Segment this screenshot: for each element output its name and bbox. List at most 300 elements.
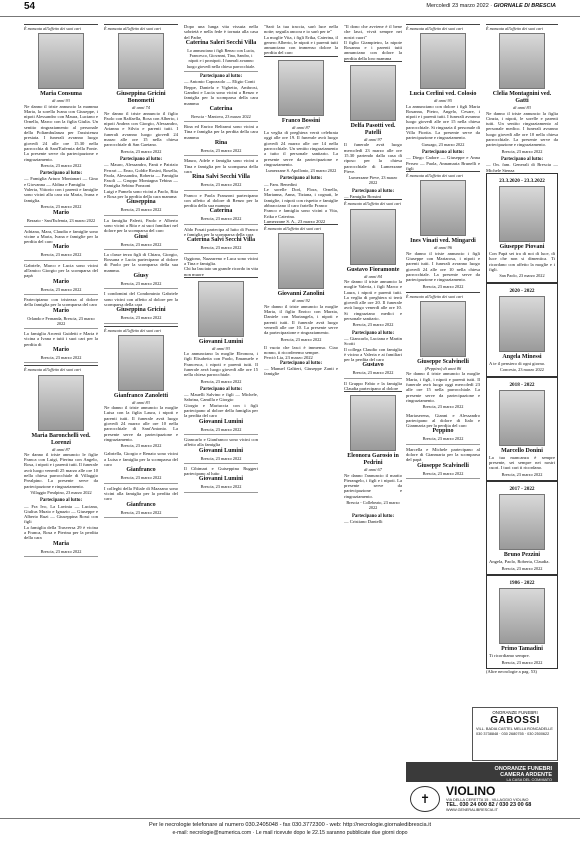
condolence-block xyxy=(184,74,258,85)
deceased-age: di anni 96 xyxy=(434,245,452,251)
condolence-text: (Altre necrologie a pag. 53) xyxy=(486,668,537,674)
condolence-block xyxy=(24,525,98,541)
notice-text: La annunciano con dolore i figli Maria Rosanna, Pietro, Angelo, Cesare, i nipoti e i parenti tutti. I funerali avranno luogo giovedì alle ore 15 nella chiesa parrocchiale. Si ringrazia il personale di Villa Fiorita. La presente serve da partecipazione e ringraziamento. xyxy=(406,103,480,141)
ad-casa-line1: ONORANZE FUNEBRI xyxy=(494,766,552,772)
condolence-block xyxy=(104,486,178,502)
condolence-text: Gabriella, Giorgio e Renato sono vicini a Luisa e famiglia per la scomparsa del caro xyxy=(104,451,178,468)
deceased-age: di anni 97 xyxy=(364,137,382,143)
condolence-signature xyxy=(184,106,258,122)
column-7 xyxy=(486,24,558,704)
condolence-date: Lo annunciano i figli Renzo con Lucia, Francesco, Giovanni, Tina, Sandro, i nipoti e i pronipoti. I funerali avranno luogo giovedì nella chiesa parrocchiale. xyxy=(186,47,256,69)
condolence-signature xyxy=(184,140,258,156)
ad-violino xyxy=(406,782,558,814)
divider xyxy=(184,463,258,464)
portrait-photo xyxy=(350,209,396,265)
anniversary-place: Brescia, 23 marzo 2022 xyxy=(501,471,543,477)
divider xyxy=(104,323,178,324)
notice-place-date: Brescia, 23 marzo 2022 xyxy=(200,378,242,384)
portrait-photo xyxy=(499,588,545,644)
anniversary-text: A te il pensiero di ogni giorno. xyxy=(489,360,546,366)
condolence-text: — Cristiano Dantelli xyxy=(344,518,383,524)
notice-text: Ne danno il triste annuncio il figlio Paolo con Raffaella, Rosa con Alberto, i nipoti Andrea con Giorgio, Alessandro, Arianna e Silvia e parenti tutti. I funerali avranno luogo giovedì 24 marzo alle ore 15 nella chiesa parrocchiale di San Gaetano. xyxy=(104,110,178,148)
condolence-title: Partecipano al lutto: xyxy=(39,171,83,177)
notice-tagline: È mancata all'affetto dei suoi cari xyxy=(24,26,82,31)
portrait-photo xyxy=(118,33,164,89)
condolence-name: Rina Salvi Secchi Villa xyxy=(192,174,250,181)
condolence-date: Brescia, 23 marzo 2022 xyxy=(120,281,162,287)
portrait-photo xyxy=(420,301,466,357)
condolence-date: Brescia, 23 marzo 2022 xyxy=(200,216,242,222)
condolence-text: Perciò Lia, 23 marzo 2022 xyxy=(264,355,313,361)
obituary-notice xyxy=(264,56,338,174)
condolence-name: Mario xyxy=(53,278,69,285)
condolence-text: — Famiglia Bossini xyxy=(344,194,382,200)
deceased-name: Delfa Pasotti ved. Patelli xyxy=(350,123,396,137)
condolence-block xyxy=(184,85,258,106)
notice-place-date: Gussago, 23 marzo 2022 xyxy=(421,141,465,147)
anniversary-place: Brescia, 23 marzo 2022 xyxy=(501,659,543,665)
anniversary-place: San Paolo, 23 marzo 2022 xyxy=(499,273,545,279)
condolence-text: Il Gruppo Fabio e la famiglia Claudia partecipano al dolore xyxy=(344,380,402,391)
divider xyxy=(184,71,258,72)
portrait-photo xyxy=(198,281,244,337)
deceased-name: Giuseppe Scalvinelli xyxy=(417,359,469,366)
condolence-name: Mario xyxy=(53,244,69,251)
masthead: GIORNALE DI BRESCIA xyxy=(493,3,556,9)
anniversary-notice xyxy=(486,377,558,481)
condolence-date: Brescia, 23 marzo 2022 xyxy=(120,475,162,481)
divider xyxy=(104,288,178,289)
condolence-block xyxy=(184,403,258,419)
notice-text: Ne danno il triste annuncio i figli Giuseppe con Mariarosa, i nipoti e parenti tutti. I funerali avranno luogo giovedì 24 alle ore 10 nella chiesa parrocchiale. La presente serve da partecipazione e ringraziamento. xyxy=(406,250,480,283)
condolence-text: — Mauro, Alessandro, Fanti e Patrizio Ferrari — Enzo, Goldie Rosini, Rosella, Paola, Alessandra, Roberta — Famiglia Fasoli — Gruppo Montagna Tebina — Famiglia Sebino Ponzoni xyxy=(104,162,178,189)
condolence-name: Peppino xyxy=(432,428,454,435)
divider xyxy=(406,444,480,445)
divider xyxy=(184,253,258,254)
anniversary-notice xyxy=(486,283,558,377)
condolence-block xyxy=(24,187,98,209)
condolence-date: Brescia, 23 marzo 2022 xyxy=(200,426,242,432)
condolence-name: Caterina xyxy=(209,105,233,112)
divider xyxy=(24,260,98,261)
condolence-block xyxy=(184,227,258,238)
condolence-signature xyxy=(104,199,178,215)
condolence-text: Il Cibimari e Guiseppina Ruggeri partecipano al lutto xyxy=(184,465,258,477)
condolence-block xyxy=(486,157,558,173)
notice-tagline: È mancato all'affetto dei suoi cari xyxy=(406,293,464,299)
divider xyxy=(24,362,98,363)
condolence-text: La famiglia Arcenti Guidetti e Maria è vicina a Ivana e tutti i suoi cari per la perdita di xyxy=(24,331,98,347)
condolence-date: Brescia, 23 marzo 2022 xyxy=(352,370,394,376)
condolence-text: "Il dono che avviene è il bene che lasci, vivrà sempre nei nostri cuori" xyxy=(344,24,402,40)
condolence-text: — On. fam. Generali di Brescia — Michele Stenza xyxy=(486,162,558,173)
notice-text: Ne danno il triste annuncio la moglie Maria, il figlio Enrico con Marzia, Daniele con Mariangela, i nipoti e parenti tutti. Il funerale avrà luogo venerdì alle ore 10. La presente serve da partecipazione e ringraziamento. xyxy=(264,303,338,336)
notice-tagline: È mancata all'affetto dei suoi cari xyxy=(104,26,162,31)
ad-gabossi-name: GABOSSI xyxy=(490,715,540,726)
anniversary-name: Marcello Donini xyxy=(501,447,543,454)
obituary-notice xyxy=(406,24,480,147)
ad-gabossi-phones: 030 3738848 · 030 2680755 · 030 2500622 xyxy=(476,732,550,736)
condolence-title: Partecipano al lutto: xyxy=(279,360,323,366)
condolence-block xyxy=(184,193,258,209)
condolence-block xyxy=(104,451,178,467)
condolence-date: Brescia, 23 marzo 2022 xyxy=(120,509,162,515)
condolence-name: Mario xyxy=(53,346,69,353)
condolence-name: Giovanni Lumini xyxy=(198,418,244,425)
deceased-age: di anni 84 xyxy=(364,273,382,279)
condolence-signature xyxy=(24,347,98,363)
condolence-signature xyxy=(24,541,98,557)
condolence-block xyxy=(24,297,98,308)
condolence-date: Brescia, 23 marzo 2022 xyxy=(422,470,464,476)
condolence-text: Il collega Claudio con famiglia è vicino a Valeria e ai familiari per la perdita del caro xyxy=(344,346,402,363)
condolence-signature xyxy=(104,307,178,323)
notice-text: Ne danno il triste annuncio la moglie Luisa con la figlia Laura, i nipoti e parenti tutti. Il funerale avrà luogo giovedì 24 marzo alle ore 10 nella parrocchiale di Sant'Antonio. La presente serve da partecipazione e ringraziamento. xyxy=(104,405,178,442)
deceased-age: (Peppino) di anni 86 xyxy=(424,366,462,372)
condolence-name: Caterina Salvi Secchi Villa xyxy=(186,237,256,244)
condolence-text: I colleghi della Filiale di Mazzano sono vicini alla famiglia per la perdita del caro xyxy=(104,485,178,502)
obituary-notice xyxy=(406,292,480,410)
condolence-block xyxy=(104,157,178,189)
divider xyxy=(184,155,258,156)
condolence-place: Brescia, 23 marzo 2022 xyxy=(40,203,82,209)
condolence-block xyxy=(184,466,258,477)
ad-violino-web: WWW.GENERALIBRESCIA.IT xyxy=(446,808,498,812)
condolence-block xyxy=(344,514,402,525)
notice-place-date: Brescia, 23 marzo 2022 xyxy=(422,283,464,289)
obituary-notice xyxy=(264,224,338,342)
deceased-age: di anni 92 xyxy=(292,298,310,304)
portrait-photo xyxy=(499,390,545,446)
condolence-signature xyxy=(104,467,178,483)
notice-text: Ne danno il triste annuncio la moglie Valeria, i figli Marco e Laura, i nipoti e parenti tutti. La veglia di preghiera si terrà giovedì alle ore 20. Il funerale avrà luogo venerdì alle ore 10. Si ringraziano medici e personale sanitario. xyxy=(344,278,402,322)
column-2 xyxy=(104,24,178,814)
notice-place-date: Lumezzane S. Apollonio, 23 marzo 2022 xyxy=(265,168,337,174)
portrait-photo xyxy=(278,233,324,289)
deceased-name: Maria Baronchelli ved. Lorenzi xyxy=(31,432,91,446)
condolence-date: Brescia, 23 marzo 2022 xyxy=(200,182,242,188)
condolence-title: Partecipano al lutto: xyxy=(119,156,163,162)
notice-tagline: È mancata all'affetto dei suoi cari xyxy=(24,367,82,373)
condolence-signature xyxy=(184,208,258,224)
condolence-text: Aldo Fosati partecipa al lutto di Franco e famiglia per la scomparsa della cara xyxy=(184,226,258,238)
condolence-block xyxy=(344,40,402,61)
condolence-title: Partecipano al lutto: xyxy=(199,74,243,80)
ad-casa-line3: LA CASA DEL COMMIATO xyxy=(506,778,552,782)
notice-place-date: Lumezzane Pieve, 23 marzo 2022 xyxy=(348,175,398,186)
deceased-age: di anni 93 xyxy=(212,345,230,351)
condolence-name: Giuseppina Gricini xyxy=(116,307,166,314)
divider xyxy=(104,215,178,216)
page-footer xyxy=(0,818,580,843)
notice-tagline: È mancata all'affetto dei suoi cari xyxy=(406,26,464,31)
condolence-name: Gustavo xyxy=(362,362,384,369)
deceased-name: Franco Bossini xyxy=(281,117,321,124)
divider xyxy=(24,226,98,227)
condolence-block xyxy=(344,347,402,363)
condolence-title: Partecipano al lutto: xyxy=(351,513,395,519)
ad-gabossi xyxy=(472,707,558,761)
divider xyxy=(184,190,258,191)
deceased-name: Giovanni Zanolini xyxy=(277,291,325,298)
condolence-text: — Diego Cadore — Giuseppe e Anna Perseo — Paola, Annamaria Brunelli e figli xyxy=(406,155,480,171)
obituary-notice xyxy=(344,391,402,510)
condolence-text: Gabriele, Marco e Lucia sono vicini all'amico Giorgio per la scomparsa del papà xyxy=(24,262,98,279)
anniversary-name: Giuseppe Piovani xyxy=(499,244,545,251)
condolence-block xyxy=(406,413,480,429)
notice-place-date: Brescia, 23 marzo 2022 xyxy=(422,404,464,410)
condolence-text: — Mauelli Salvino e figli — Michele, Sabrina, Camilla e Giorgio xyxy=(184,392,258,403)
condolence-date: Orlando e Fernanda, Brescia, 23 marzo 2022 xyxy=(27,315,95,326)
column-5 xyxy=(344,24,402,814)
condolence-block xyxy=(104,218,178,234)
divider xyxy=(24,328,98,329)
divider xyxy=(104,483,178,484)
deceased-age: di anni 93 xyxy=(52,98,70,104)
notice-tagline: È mancato all'affetto dei suoi cari xyxy=(264,226,322,232)
ad-gabossi-line1: ONORANZE FUNEBRI xyxy=(492,710,538,715)
portrait-photo xyxy=(499,186,545,242)
condolence-date: Brescia, 23 marzo 2022 xyxy=(40,548,82,554)
condolence-text: Mauro, Adele e famiglia sono vicini a Tina e famiglia per la scomparsa della cara xyxy=(184,158,258,174)
deceased-name: Lucia Cerlini ved. Colosio xyxy=(409,91,477,98)
column-6 xyxy=(406,24,480,704)
ad-gabossi-address: VILL. BADIA CASTEL MELLA RONCADELLE xyxy=(476,727,553,731)
anniversary-notice xyxy=(486,575,558,669)
deceased-name: Gianfranco Zanoletti xyxy=(113,392,169,399)
divider xyxy=(104,249,178,250)
condolence-text: Dopo una lunga vita vissuta nella sobrietà e nella fede è tornata alla casa del Padre xyxy=(184,24,258,40)
condolence-block xyxy=(24,171,98,187)
notice-place-date: Brescia, 23 marzo 2022 xyxy=(120,148,162,154)
column-3 xyxy=(184,24,258,814)
portrait-photo xyxy=(499,33,545,89)
condolence-text: Franco e famiglia sono vicini a Vita, Erika e Caterina. xyxy=(264,208,338,219)
condolence-text: Adriana, Mara, Claudia e famiglie sono vicine a Maria, Ivana e famiglie per la perdita del caro xyxy=(24,228,98,245)
notice-tagline: È mancata all'affetto dei suoi cari xyxy=(406,173,464,179)
condolence-block xyxy=(24,229,98,245)
condolence-block xyxy=(184,387,258,403)
portrait-photo xyxy=(278,60,324,116)
obituary-notice xyxy=(344,61,402,186)
obituary-notice xyxy=(24,24,98,168)
condolence-name: Giuseppe Scalvinelli xyxy=(417,462,469,469)
column-1 xyxy=(24,24,98,814)
condolence-text: Giorgio e Mariuccia con i figli partecipano al dolore della famiglia per la perdita del caro xyxy=(184,402,258,419)
condolence-text: Mariaserena, Gianni e Alessandro partecipano al dolore di Italo e Gianmaria per la perdita del caro xyxy=(406,412,480,429)
condolence-signature xyxy=(344,362,402,378)
deceased-age: di anni 87 xyxy=(52,446,70,452)
condolence-block xyxy=(24,263,98,279)
notice-text: Lo annunciano la moglie Eleonora, i figli Elisabetta con Paolo, Emanuele e Francesca, i nipoti e parenti tutti. Il funerale avrà luogo giovedì alle ore 15 nella chiesa parrocchiale. xyxy=(184,351,258,378)
notice-tagline: È mancato all'affetto dei suoi cari xyxy=(344,201,402,207)
notice-text: Il funerale avrà luogo mercoledì 23 marzo alle ore 15.30 partendo dalla casa di riposo per la chiesa parrocchiale di Lumezzane Pieve. xyxy=(344,142,402,174)
condolence-signature xyxy=(184,448,258,464)
deceased-name: Giovanni Lumini xyxy=(198,338,244,345)
condolence-date: Brescia - Mantova, 23 marzo 2022 xyxy=(191,113,251,119)
condolence-date: Brescia, 23 marzo 2022 xyxy=(40,286,82,292)
obituary-notice xyxy=(486,24,558,154)
condolence-block xyxy=(184,24,258,40)
condolence-name: Gianfranco xyxy=(126,467,156,474)
condolence-block xyxy=(406,150,480,171)
condolence-name: Mario xyxy=(53,210,69,217)
divider xyxy=(184,434,258,435)
condolence-text: La moglie Vita, i figli Erika, Caterina, il genero Alberto, le nipoti e i parenti tutti annunciano con immenso dolore la perdita del caro xyxy=(264,34,338,56)
page-number: 54 xyxy=(24,1,36,12)
anniversary-text: Con Papà sei tra di noi di luce, di luce che non si dimentica. Ti ricordano con affetto la moglie e i figli. xyxy=(489,251,555,273)
notice-place-date: Brescia, 23 marzo 2022 xyxy=(40,162,82,168)
deceased-age: di anni 95 xyxy=(434,98,452,104)
anniversary-place: Brescia, 23 marzo 2022 xyxy=(501,565,543,571)
portrait-photo xyxy=(499,296,545,352)
condolence-name: Mario xyxy=(53,307,69,314)
divider xyxy=(184,224,258,225)
notice-text: Ne danno il triste annuncio la figlia Cinzia, i nipoti, le sorelle e parenti tutti. Un sentito ringraziamento al personale medico. I funerali avranno luogo giovedì alle ore 10 nella chiesa parrocchiale. La presente serve da partecipazione e ringraziamento. xyxy=(486,110,558,148)
condolence-date: Brescia, 23 marzo 2022 xyxy=(40,354,82,360)
condolence-text: Franco e Paola Franzoni partecipano con affetto al dolore di Renzo per la perdita della sua mamma xyxy=(184,192,258,209)
condolence-signature xyxy=(104,234,178,250)
condolence-text: Rina ed Enrico Beltrami sono vicini a Tina e famiglia per la perdita della cara mamma xyxy=(184,124,258,140)
condolence-block xyxy=(184,437,258,448)
condolence-signature xyxy=(184,419,258,435)
condolence-block xyxy=(486,669,558,674)
condolence-text: Marcella e Michele partecipano al dolore di Gianmaria per la scomparsa del papà xyxy=(406,446,480,463)
condolence-title: Partecipano al lutto: xyxy=(351,330,395,336)
notice-place-date: Brescia, 23 marzo 2022 xyxy=(280,336,322,342)
condolence-date: Bezzato - Sant'Eufemia, 23 marzo 2022 xyxy=(26,218,96,224)
condolence-name: Maria xyxy=(53,540,69,547)
condolence-name: Giovanni Lumini xyxy=(198,447,244,454)
portrait-photo xyxy=(499,494,545,550)
condolence-block xyxy=(184,124,258,140)
anniversary-text: Angela, Paolo, Roberta, Claudia. xyxy=(489,559,550,565)
condolence-date: Brescia, 23 marzo 2022 xyxy=(422,436,464,442)
condolence-text: "Sarò la tua traccia, sarò luce nella notte; seguila ancora e io sarò per te" xyxy=(264,24,338,35)
deceased-name: Giuseppina Gricini Bonometti xyxy=(116,91,166,105)
divider xyxy=(24,556,98,557)
notice-text: Ne danno il triste annuncio le figlie Franca con Luigi, Pierina con Angelo, Rosa, i nipoti e i parenti tutti. Il funerale avrà luogo venerdì 25 marzo alle ore 10 nella chiesa parrocchiale di Villaggio Prealpino. La presente serve da partecipazione e ringraziamento. xyxy=(24,451,98,489)
condolence-signature xyxy=(184,174,258,190)
condolence-text: I condomini del Condominio Gabriele sono vicini con affetto al dolore per la scomparsa della cara xyxy=(104,291,178,307)
column-4 xyxy=(264,24,338,814)
condolence-block xyxy=(264,24,338,35)
obituary-notice xyxy=(184,277,258,384)
notice-text: La veglia di preghiera verrà celebrata oggi alle ore 19. Il funerale avrà luogo giovedì 24 marzo alle ore 14 nella parrocchiale. Un sentito ringraziamento a tutto il personale sanitario. La presente serve da partecipazione e ringraziamento. xyxy=(264,130,338,167)
condolence-name: Caterina Saleri Secchi Villa xyxy=(185,39,257,46)
obituary-notice xyxy=(406,171,480,289)
condolence-block xyxy=(344,331,402,347)
condolence-text: — Fra Ivo, La Lavinia — Luciana, Giulius Muzio e Ignazio — Giuseppe e Alberto Ruzi — Giuseppina Rossi con figli xyxy=(24,503,98,525)
condolence-block xyxy=(104,291,178,307)
divider xyxy=(406,478,480,479)
condolence-title: Partecipano al lutto: xyxy=(279,176,323,182)
condolence-text: La classe terza figli di Chiara, Giorgio, Rossana e Lucia partecipano al dolore di Paolo per la scomparsa della sua mamma. xyxy=(104,251,178,273)
anniversary-date: 2017 - 2022 xyxy=(509,486,535,493)
notice-place-date: Brescia, 23 marzo 2022 xyxy=(501,148,543,154)
condolence-title: Partecipano al lutto: xyxy=(351,188,395,194)
obituary-notice xyxy=(24,365,98,495)
condolence-text: Beppe, Daniela e Vighetto, Ambrosi, Gandini e Lucia sono vicini a Renzo e famiglia per la scomparsa della cara mamma xyxy=(184,84,258,106)
anniversary-name: Primo Tamadini xyxy=(501,646,543,653)
portrait-photo xyxy=(420,33,466,89)
anniversary-date: 23.3.2020 - 23.3.2022 xyxy=(499,177,545,184)
deceased-name: Clelia Montagnini ved. Gatti xyxy=(492,91,552,105)
condolence-block xyxy=(264,35,338,56)
condolence-block xyxy=(344,381,402,392)
anniversary-name: Bruno Pezzini xyxy=(503,552,541,559)
condolence-text: — Fam. Benedini xyxy=(264,181,297,187)
deceased-age: di anni 67 xyxy=(364,467,382,473)
notice-place-date: Villaggio Prealpino, 23 marzo 2022 xyxy=(30,489,92,495)
condolence-name: Gianfranco xyxy=(126,501,156,508)
condolence-date: Brescia, 23 marzo 2022 xyxy=(200,245,242,251)
anniversary-text: Ti ricordiamo sempre. xyxy=(489,653,530,659)
condolence-text: — Antonio Capozzolo — Eligio Conti xyxy=(184,79,255,85)
ad-violino-phones: TEL. 030 24 000 82 / 030 23 00 68 xyxy=(446,802,532,808)
condolence-block xyxy=(264,187,338,208)
condolence-text: — Famiglia Arturo Montanari — Gino e Giovanna — Aldina e Famiglia xyxy=(24,176,98,187)
condolence-text: — Giancarlo, Luciana e Martin Scotti xyxy=(344,335,402,347)
divider xyxy=(24,294,98,295)
condolence-signature xyxy=(24,210,98,226)
condolence-name: Caterina xyxy=(209,208,233,215)
condolence-date: Brescia, 23 marzo 2022 xyxy=(120,241,162,247)
condolence-date: Brescia, 23 marzo 2022 xyxy=(40,252,82,258)
condolence-block xyxy=(406,447,480,463)
condolence-name: Giuseppina xyxy=(126,199,156,206)
notice-place-date: Brescia - Collebeato, 23 marzo 2022 xyxy=(346,500,400,511)
condolence-text: Partecipiamo con tristezza al dolore della famiglia per la scomparsa del caro xyxy=(24,296,98,308)
condolence-signature xyxy=(406,463,480,479)
notice-text: Ne danno l'annuncio il marito Pierangelo, i figli e i nipoti. La presente serve da partecipazione e ringraziamento. xyxy=(344,472,402,499)
condolence-signature xyxy=(104,273,178,289)
condolence-name: Giusi xyxy=(134,233,148,240)
divider xyxy=(344,378,402,379)
condolence-block xyxy=(264,176,338,187)
notice-place-date: Brescia, 23 marzo 2022 xyxy=(352,322,394,328)
condolence-text: — Manuel Galtieri, Giuseppe Zanti e famiglie xyxy=(264,365,338,377)
ad-violino-name: VIOLINO xyxy=(446,784,496,798)
condolence-signature xyxy=(184,40,258,72)
condolence-name: Giusy xyxy=(133,273,149,280)
condolence-text: Le sorelle Dorì, Flora, Ornella, Marianna, Anna, Tiziana, i cognati, le famiglie, i nipoti con rispetto e famiglie abbracciano il caro fratello Franco xyxy=(264,187,338,208)
condolence-block xyxy=(344,24,402,40)
condolence-text: Lumezzane S. A., 23 marzo 2022 xyxy=(264,218,326,224)
notice-text: Ne danno il triste annuncio la mamma Maria, la sorella Ivana con Giuseppe, i nipoti Alessandro con Maura, Luciano e Ornella, Marco con la figlia Giulia. Un sentito ringraziamento al personale della Poliambulanza per l'assistenza prestata. I funerali avranno luogo giovedì 24 alle ore 15.30 nella parrocchia di Sant'Eufemia della Fonte. La presente serve da partecipazione e ringraziamento. xyxy=(24,103,98,162)
condolence-signature xyxy=(24,279,98,295)
anniversary-text: La tua mancanza è sempre presente, sei sempre nei nostri cuori. I tuoi cari ti ricordano. xyxy=(489,454,555,471)
portrait-photo xyxy=(420,180,466,236)
condolence-block xyxy=(184,266,258,277)
footer-email: e-mail: necrologie@numerica.com · Le mail ricevute dopo le 22.15 saranno pubblicate due giorni dopo xyxy=(172,830,408,836)
deceased-name: Ines Vinati ved. Mingardi xyxy=(410,238,476,245)
condolence-text: Chi ha lasciato un grande ricordo in vita non muore xyxy=(184,266,258,277)
deceased-age: di anni 83 xyxy=(513,105,531,111)
condolence-date: Brescia, 23 marzo 2022 xyxy=(200,148,242,154)
condolence-title: Partecipano al lutto: xyxy=(500,156,544,162)
notice-text: Ne danno il triste annuncio la moglie Maria, i figli, i nipoti e parenti tutti. Il funerale avrà luogo oggi mercoledì 23 alle ore 15 nella parrocchiale. La presente serve da partecipazione e ringraziamento. xyxy=(406,371,480,403)
ad-casa-line2: CAMERA ARDENTE xyxy=(500,772,552,778)
divider xyxy=(104,517,178,518)
condolence-block xyxy=(24,498,98,524)
portrait-photo xyxy=(38,33,84,89)
condolence-block xyxy=(184,158,258,174)
condolence-text: Il vuoto che lasci è immenso. Ciao nonno, ti ricorderemo sempre. xyxy=(264,344,338,356)
date-text: Mercoledì 23 marzo 2022 xyxy=(426,3,489,9)
notice-place-date: Brescia, 23 marzo 2022 xyxy=(120,443,162,449)
divider xyxy=(184,492,258,493)
